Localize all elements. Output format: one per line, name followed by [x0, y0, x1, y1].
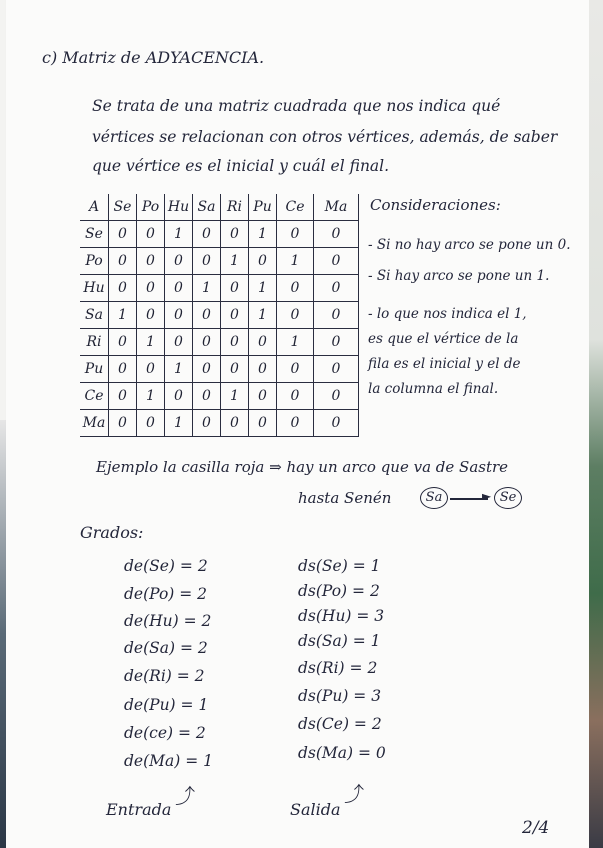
salida-degree: ds(Ce) = 2 — [298, 715, 382, 733]
matrix-cell: 1 — [165, 410, 193, 437]
matrix-cell: 1 — [165, 221, 193, 248]
matrix-cell: 0 — [137, 356, 165, 383]
consideration-line: la columna el final. — [368, 381, 499, 397]
matrix-header-row — [80, 194, 359, 221]
matrix-row — [80, 302, 359, 329]
matrix-cell: 0 — [109, 356, 137, 383]
row-header: Ce — [80, 383, 109, 410]
matrix-cell: 0 — [165, 275, 193, 302]
matrix-cell: 0 — [249, 248, 277, 275]
entrada-degree: de(Po) = 2 — [124, 585, 208, 603]
consideration-line: es que el vértice de la — [368, 331, 519, 347]
matrix-cell: 0 — [314, 329, 359, 356]
salida-degree: ds(Hu) = 3 — [298, 607, 385, 625]
matrix-cell: 0 — [314, 221, 359, 248]
matrix-cell: 0 — [277, 221, 314, 248]
matrix-cell: 1 — [137, 329, 165, 356]
matrix-cell: 1 — [277, 329, 314, 356]
salida-degree: ds(Sa) = 1 — [298, 632, 381, 650]
matrix-cell: 0 — [193, 302, 221, 329]
salida-degree: ds(Ri) = 2 — [298, 659, 378, 677]
matrix-cell: 0 — [193, 410, 221, 437]
matrix-cell: 0 — [314, 383, 359, 410]
column-header: Hu — [165, 194, 193, 221]
column-header: Ri — [221, 194, 249, 221]
arrow-up-icon: ⤴ — [344, 782, 364, 806]
entrada-degree: de(Se) = 2 — [124, 557, 208, 575]
matrix-cell: 0 — [109, 410, 137, 437]
row-header: Ri — [80, 329, 109, 356]
matrix-cell: 0 — [109, 275, 137, 302]
matrix-cell: 0 — [109, 221, 137, 248]
matrix-cell: 0 — [193, 356, 221, 383]
background-edge-right — [589, 0, 603, 848]
salida-degree: ds(Pu) = 3 — [298, 687, 382, 705]
matrix-cell: 0 — [137, 410, 165, 437]
matrix-cell: 0 — [277, 356, 314, 383]
consideration-line: - Si no hay arco se pone un 0. — [368, 237, 571, 253]
matrix-cell: 1 — [249, 221, 277, 248]
example-line-1: Ejemplo la casilla roja ⇒ hay un arco que va de Sastre — [96, 458, 509, 476]
matrix-row — [80, 356, 359, 383]
matrix-cell: 0 — [221, 275, 249, 302]
arrow-up-icon: ⤴ — [175, 784, 195, 808]
entrada-degree: de(Hu) = 2 — [124, 612, 212, 630]
matrix-row — [80, 221, 359, 248]
row-header: Hu — [80, 275, 109, 302]
matrix-row — [80, 248, 359, 275]
column-header: Sa — [193, 194, 221, 221]
column-header: Ce — [277, 194, 314, 221]
matrix-cell: 0 — [249, 410, 277, 437]
considerations-title: Consideraciones: — [370, 196, 501, 214]
graph-node-from: Sa — [420, 487, 448, 509]
matrix-corner: A — [80, 194, 109, 221]
matrix-cell: 0 — [165, 383, 193, 410]
matrix-cell: 0 — [277, 275, 314, 302]
matrix-cell: 0 — [221, 410, 249, 437]
matrix-cell: 1 — [221, 248, 249, 275]
paragraph-line-3: que vértice es el inicial y cuál el final. — [92, 157, 390, 175]
column-header: Pu — [249, 194, 277, 221]
matrix-cell: 0 — [109, 383, 137, 410]
matrix-cell: 1 — [249, 302, 277, 329]
page-number: 2/4 — [522, 818, 550, 838]
matrix-cell: 0 — [165, 329, 193, 356]
row-header: Po — [80, 248, 109, 275]
matrix-row — [80, 410, 359, 437]
matrix-cell: 0 — [165, 302, 193, 329]
matrix-cell: 0 — [314, 275, 359, 302]
entrada-degree: de(Ma) = 1 — [124, 752, 214, 770]
matrix-cell: 0 — [109, 329, 137, 356]
matrix-cell: 0 — [193, 383, 221, 410]
matrix-row — [80, 275, 359, 302]
row-header: Sa — [80, 302, 109, 329]
consideration-line: fila es el inicial y el de — [368, 356, 521, 372]
salida-degree: ds(Se) = 1 — [298, 557, 381, 575]
salida-degree: ds(Po) = 2 — [298, 582, 380, 600]
matrix-cell: 0 — [221, 302, 249, 329]
matrix-cell: 0 — [193, 329, 221, 356]
matrix-cell: 0 — [314, 248, 359, 275]
paragraph-line-1: Se trata de una matriz cuadrada que nos indica qué — [92, 97, 501, 115]
matrix-cell: 1 — [137, 383, 165, 410]
matrix-cell: 0 — [137, 275, 165, 302]
matrix-cell: 0 — [314, 302, 359, 329]
row-header: Se — [80, 221, 109, 248]
matrix-cell: 0 — [221, 329, 249, 356]
matrix-cell: 0 — [137, 302, 165, 329]
matrix-cell: 0 — [314, 410, 359, 437]
matrix-cell: 0 — [277, 302, 314, 329]
matrix-cell: 0 — [137, 248, 165, 275]
arc-arrowhead-icon: ► — [482, 489, 492, 503]
paragraph-line-2: vértices se relacionan con otros vértices, además, de saber — [92, 128, 558, 146]
matrix-cell: 0 — [249, 329, 277, 356]
matrix-cell: 0 — [137, 221, 165, 248]
matrix-row — [80, 383, 359, 410]
entrada-degree: de(ce) = 2 — [124, 724, 206, 742]
matrix-cell: 0 — [277, 410, 314, 437]
matrix-cell: 1 — [277, 248, 314, 275]
salida-label: Salida — [290, 800, 341, 819]
degrees-title: Grados: — [80, 523, 144, 542]
row-header: Ma — [80, 410, 109, 437]
graph-node-to: Se — [494, 487, 522, 509]
row-header: Pu — [80, 356, 109, 383]
adjacency-matrix — [80, 194, 359, 437]
matrix-cell: 0 — [193, 248, 221, 275]
matrix-cell: 1 — [165, 356, 193, 383]
matrix-cell: 1 — [249, 275, 277, 302]
column-header: Po — [137, 194, 165, 221]
matrix-row — [80, 329, 359, 356]
consideration-line: - lo que nos indica el 1, — [368, 306, 527, 322]
entrada-degree: de(Pu) = 1 — [124, 696, 209, 714]
entrada-label: Entrada — [106, 800, 172, 819]
matrix-cell: 0 — [165, 248, 193, 275]
entrada-degree: de(Ri) = 2 — [124, 667, 205, 685]
example-line-2: hasta Senén — [298, 489, 392, 507]
column-header: Se — [109, 194, 137, 221]
matrix-cell: 0 — [314, 356, 359, 383]
consideration-line: - Si hay arco se pone un 1. — [368, 268, 550, 284]
matrix-cell: 1 — [193, 275, 221, 302]
column-header: Ma — [314, 194, 359, 221]
matrix-cell: 1 — [109, 302, 137, 329]
matrix-cell: 1 — [221, 383, 249, 410]
matrix-cell: 0 — [221, 356, 249, 383]
matrix-cell: 0 — [109, 248, 137, 275]
section-heading: c) Matriz de ADYACENCIA. — [42, 48, 265, 67]
matrix-cell: 0 — [249, 383, 277, 410]
matrix-cell: 0 — [221, 221, 249, 248]
matrix-cell: 0 — [277, 383, 314, 410]
entrada-degree: de(Sa) = 2 — [124, 639, 208, 657]
matrix-cell: 0 — [249, 356, 277, 383]
salida-degree: ds(Ma) = 0 — [298, 744, 386, 762]
matrix-cell: 0 — [193, 221, 221, 248]
